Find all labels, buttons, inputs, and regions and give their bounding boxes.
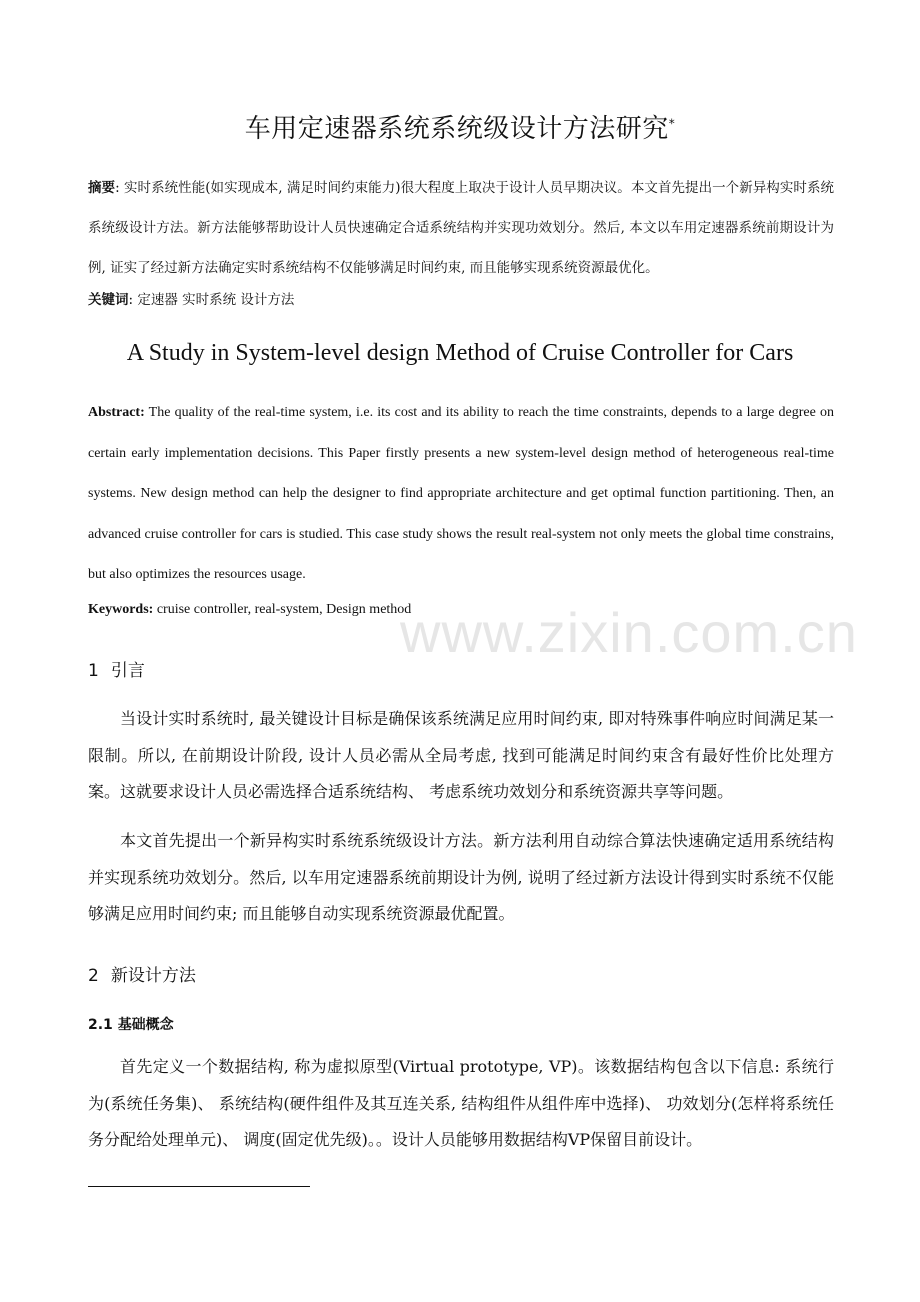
subsection-2-1-number: 2.1 xyxy=(88,1017,113,1033)
chinese-title-text: 车用定速器系统系统级设计方法研究 xyxy=(244,114,669,144)
english-keywords xyxy=(88,602,411,618)
title-footnote-mark: * xyxy=(668,116,676,131)
section-2-heading xyxy=(88,961,196,986)
section-1-paragraph-2: 本文首先提出一个新异构实时系统系统级设计方法。新方法利用自动综合算法快速确定适用系统结构并实现系统功效划分。然后, 以车用定速器系统前期设计为例, 说明了经过新方法设计得到实时系统不仅能够满足应用时间约束; 而且能够自动实现系统资源最优配置。 xyxy=(88,831,834,923)
watermark: www.zixin.com.cn xyxy=(400,601,858,664)
section-2-title: 新设计方法 xyxy=(110,966,196,986)
chinese-abstract xyxy=(88,168,834,288)
english-abstract xyxy=(88,393,834,596)
english-abstract-label: Abstract: xyxy=(88,405,145,420)
section-1-paragraph-1: 当设计实时系统时, 最关键设计目标是确保该系统满足应用时间约束, 即对特殊事件响应时间满足某一限制。所以, 在前期设计阶段, 设计人员必需从全局考虑, 找到可能满足时间约束含有最好性价比处理方案。这就要求设计人员必需选择合适系统结构、 考虑系统功效划分和系统资源共享等问题。 xyxy=(88,709,834,801)
section-1-heading xyxy=(88,656,145,681)
section-1-title: 引言 xyxy=(110,661,145,681)
subsection-2-1-title: 基础概念 xyxy=(117,1017,174,1033)
english-keywords-label: Keywords: xyxy=(88,602,154,617)
section-1-number: 1 xyxy=(88,661,99,681)
chinese-keywords xyxy=(88,288,294,308)
subsection-2-1-heading xyxy=(88,1014,174,1034)
chinese-title xyxy=(0,108,920,145)
footnote-separator xyxy=(88,1186,310,1187)
chinese-keywords-label: 关键词 xyxy=(88,292,129,308)
chinese-abstract-label: 摘要 xyxy=(88,180,116,196)
section-2-number: 2 xyxy=(88,966,99,986)
subsection-2-1-paragraph: 首先定义一个数据结构, 称为虚拟原型(Virtual prototype, VP)。该数据结构包含以下信息: 系统行为(系统任务集)、 系统结构(硬件组件及其互连关系, 结构组件从组件库中选择)、 功效划分(怎样将系统任务分配给处理单元)、 调度(固定优先级)。。设计人员能够用数据结构VP保留目前设计。 xyxy=(88,1057,834,1149)
english-title: A Study in System-level design Method of Cruise Controller for Cars xyxy=(126,340,794,366)
chinese-abstract-text: : 实时系统性能(如实现成本, 满足时间约束能力)很大程度上取决于设计人员早期决议。本文首先提出一个新异构实时系统系统级设计方法。新方法能够帮助设计人员快速确定合适系统结构并实现功效划分。然后, 本文以车用定速器系统前期设计为例, 证实了经过新方法确定实时系统结构不仅能够满足时间约束, 而且能够实现系统资源最优化。 xyxy=(88,180,834,276)
english-abstract-text: The quality of the real-time system, i.e. its cost and its ability to reach the time constraints, depends to a large degree on certain early implementation decisions. This Paper firstly presents a new system-level design method of heterogeneous real-time systems. New design method can help the designer to find appropriate architecture and get optimal function partitioning. Then, an advanced cruise controller for cars is studied. This case study shows the result real-system not only meets the global time constrains, but also optimizes the resources usage. xyxy=(88,405,834,582)
chinese-keywords-text: : 定速器 实时系统 设计方法 xyxy=(128,292,295,308)
english-keywords-text: cruise controller, real-system, Design method xyxy=(153,602,412,617)
